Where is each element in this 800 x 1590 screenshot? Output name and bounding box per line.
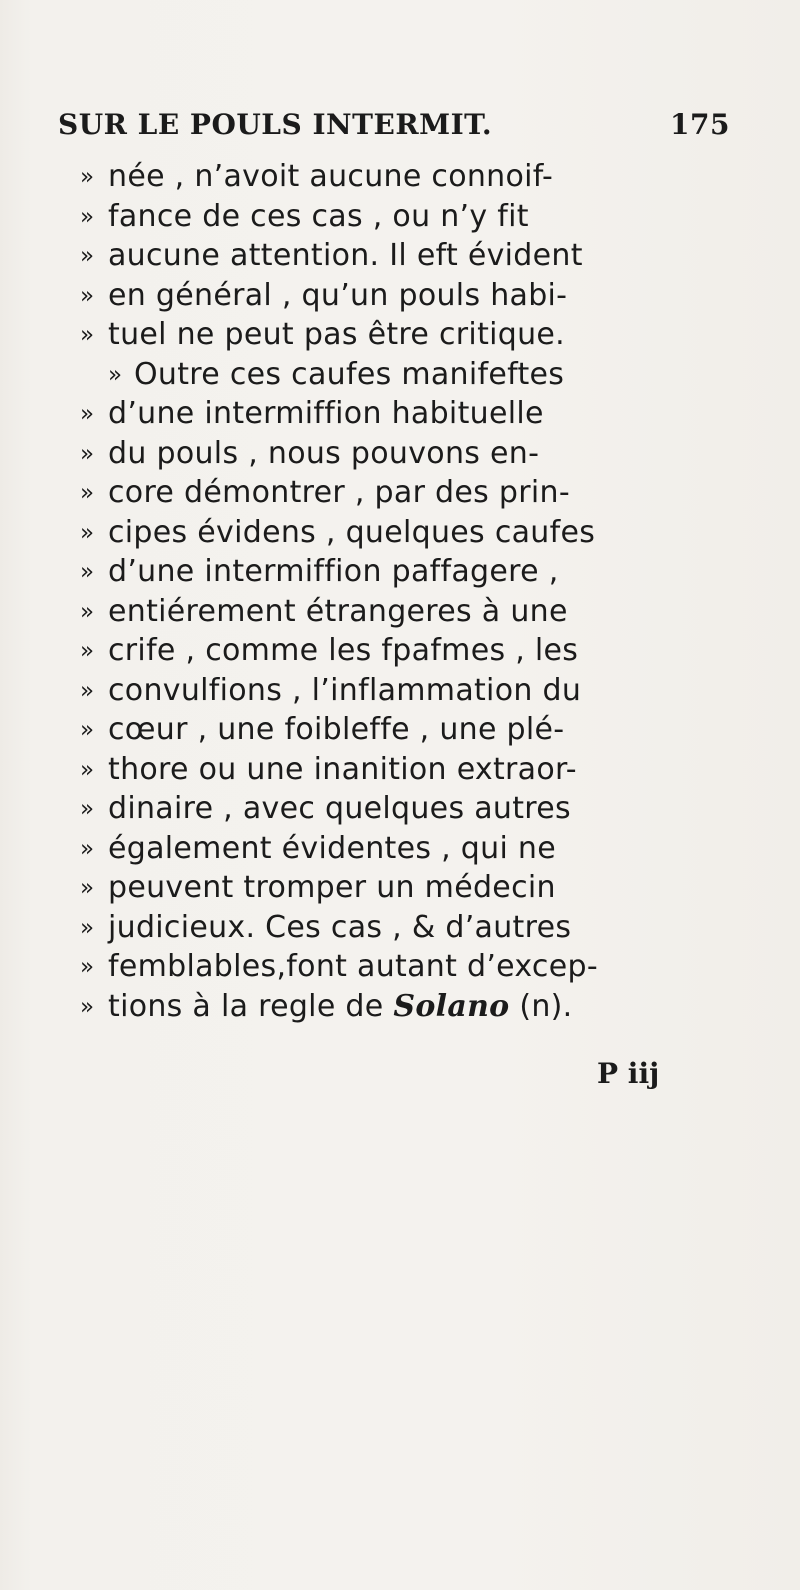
text-line	[80, 513, 788, 553]
quotation-mark: »	[80, 519, 95, 546]
quotation-mark: »	[80, 203, 95, 230]
line-text: du pouls , nous pouvons en-	[108, 435, 540, 471]
quotation-mark: »	[80, 914, 95, 941]
text-line	[80, 947, 788, 987]
quotation-mark: »	[80, 796, 95, 822]
text-line	[80, 315, 788, 355]
text-line	[80, 473, 788, 513]
text-line	[80, 434, 788, 474]
quotation-mark: »	[80, 954, 95, 980]
line-text: crife , comme les fpafmes , les	[108, 633, 579, 668]
text-line	[80, 750, 788, 790]
quotation-mark: »	[80, 835, 95, 862]
line-text: d’une intermiffion paffagere ,	[108, 554, 559, 589]
text-line	[80, 394, 788, 434]
running-title: SUR LE POULS INTERMIT.	[58, 108, 493, 141]
page-number: 175	[670, 108, 730, 141]
body-text	[80, 157, 788, 1026]
quotation-mark: »	[80, 282, 95, 309]
quotation-mark: »	[80, 440, 95, 467]
line-text: peuvent tromper un médecin	[108, 870, 556, 905]
line-text: core démontrer , par des prin-	[108, 475, 570, 510]
quotation-mark: »	[80, 164, 95, 190]
line-text: tuel ne peut pas être critique.	[108, 317, 566, 352]
quotation-mark: »	[80, 875, 95, 901]
line-text: dinaire , avec quelques autres	[108, 791, 571, 826]
line-text: Outre ces caufes manifeftes	[134, 356, 565, 392]
line-text: d’une intermiffion habituelle	[108, 396, 544, 431]
line-text: cœur , une foibleffe , une plé-	[108, 712, 565, 747]
text-line	[80, 552, 788, 592]
line-text: femblables,font autant d’excep-	[108, 949, 598, 984]
quotation-mark: »	[80, 243, 95, 269]
italic-name: Solano	[393, 988, 510, 1024]
line-text: en général , qu’un pouls habi-	[108, 277, 568, 313]
text-line	[80, 789, 788, 829]
quotation-mark: »	[108, 361, 123, 388]
text-line	[80, 710, 788, 750]
line-text: judicieux. Ces cas , & d’autres	[108, 909, 572, 945]
line-text: aucune attention. Il eft évident	[108, 238, 583, 273]
quotation-mark: »	[80, 638, 95, 664]
quotation-mark: »	[80, 756, 95, 783]
footnote-reference: (n).	[519, 988, 573, 1024]
line-text: fance de ces cas , ou n’y fit	[108, 198, 529, 234]
running-head	[58, 108, 758, 148]
text-line	[108, 355, 788, 395]
line-text: tions à la regle de	[108, 988, 384, 1024]
text-line	[80, 868, 788, 908]
line-text: entiérement étrangeres à une	[108, 593, 568, 629]
text-line	[80, 197, 788, 237]
quotation-mark: »	[80, 993, 95, 1020]
text-line	[80, 276, 788, 316]
line-text: thore ou une inanition extraor-	[108, 751, 577, 787]
quotation-mark: »	[80, 401, 95, 427]
quotation-mark: »	[80, 559, 95, 585]
line-text: née , n’avoit aucune connoif-	[108, 159, 554, 194]
text-line	[80, 157, 788, 197]
line-text: également évidentes , qui ne	[108, 830, 556, 866]
text-line	[80, 592, 788, 632]
signature-mark: P iij	[597, 1057, 660, 1090]
quotation-mark: »	[80, 598, 95, 625]
quotation-mark: »	[80, 717, 95, 743]
quotation-mark: »	[80, 322, 95, 348]
text-line	[80, 236, 788, 276]
quotation-mark: »	[80, 480, 95, 506]
text-line	[80, 829, 788, 869]
text-line	[80, 631, 788, 671]
text-line	[80, 908, 788, 948]
text-line	[80, 671, 788, 711]
line-text: convulfions , l’inflammation du	[108, 672, 582, 708]
text-line	[80, 987, 788, 1027]
line-text: cipes évidens , quelques caufes	[108, 514, 596, 550]
quotation-mark: »	[80, 677, 95, 704]
